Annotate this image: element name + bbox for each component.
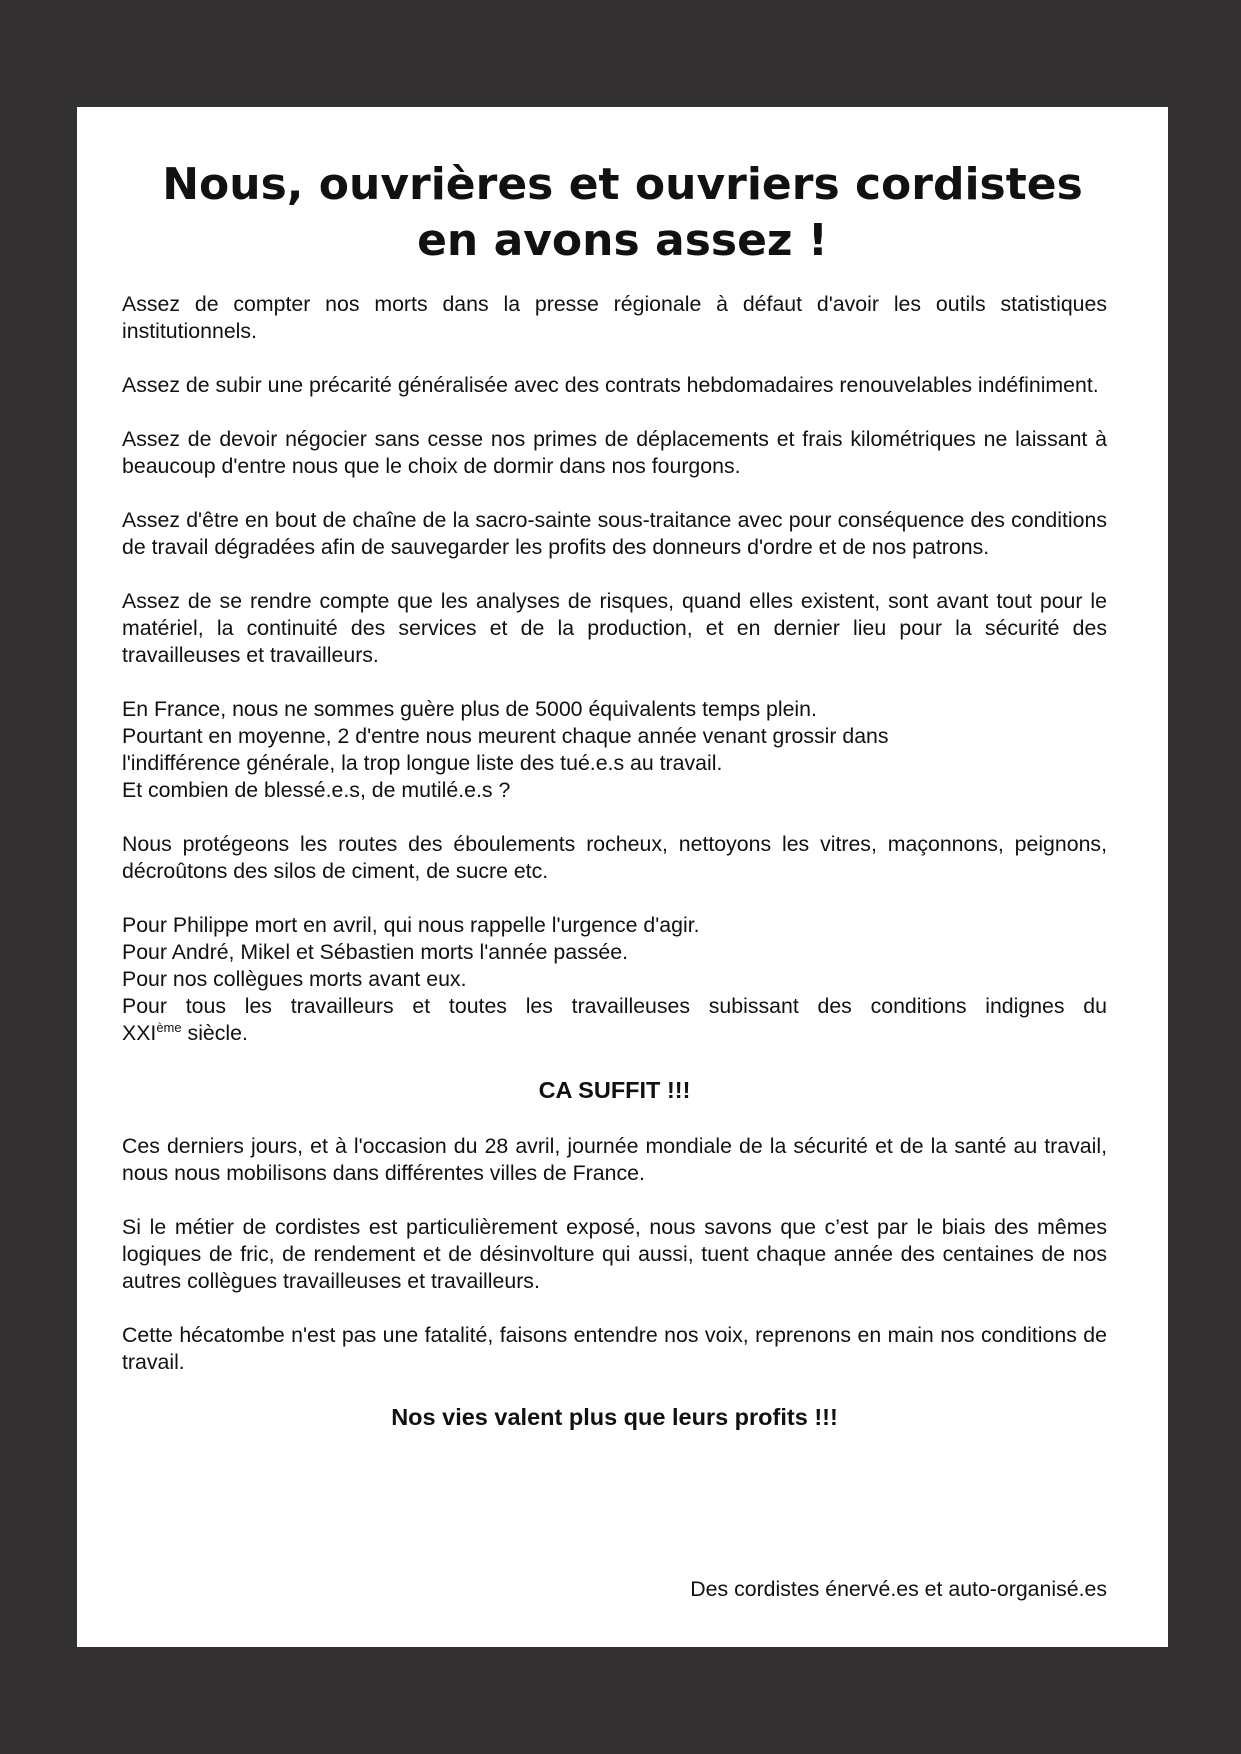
tribute-line: Pour tous les travailleurs et toutes les travailleuses subissant des conditions indignes du	[122, 994, 1107, 1018]
paragraph-tribute	[122, 912, 1107, 1047]
figures-line: Pourtant en moyenne, 2 d'entre nous meurent chaque année venant grossir dans	[122, 724, 889, 748]
title-line-1: Nous, ouvrières et ouvriers cordistes	[162, 159, 1083, 210]
figures-line: Et combien de blessé.e.s, de mutilé.e.s ?	[122, 778, 511, 802]
title-line-2: en avons assez !	[417, 215, 828, 266]
paragraph-mobilisation: Ces derniers jours, et à l'occasion du 28 avril, journée mondiale de la sécurité et de la santé au travail, nous nous mobilisons dans différentes villes de France.	[122, 1134, 1107, 1185]
paragraph-risk-analysis: Assez de se rendre compte que les analyses de risques, quand elles existent, sont avant tout pour le matériel, la continuité des services et de la production, et en dernier lieu pour la sécurité des travailleuses et travailleurs.	[122, 589, 1107, 667]
slogan-profits: Nos vies valent plus que leurs profits !!!	[391, 1404, 838, 1430]
century-superscript: ème	[156, 1020, 182, 1035]
paragraph-jobs: Nous protégeons les routes des éboulements rocheux, nettoyons les vitres, maçonnons, peignons, décroûtons des silos de ciment, de sucre etc.	[122, 832, 1107, 883]
paragraph-statistics: Assez de compter nos morts dans la presse régionale à défaut d'avoir les outils statistiques institutionnels.	[122, 292, 1107, 343]
document-page	[77, 107, 1168, 1647]
tribute-line: Pour Philippe mort en avril, qui nous rappelle l'urgence d'agir.	[122, 913, 700, 937]
figures-line: En France, nous ne sommes guère plus de 5000 équivalents temps plein.	[122, 697, 817, 721]
paragraph-figures	[122, 696, 1107, 804]
tribute-line-century	[122, 1020, 1107, 1047]
paragraph-expenses: Assez de devoir négocier sans cesse nos primes de déplacements et frais kilométriques ne laissant à beaucoup d'entre nous que le choix de dormir dans nos fourgons.	[122, 427, 1107, 478]
tribute-line: Pour André, Mikel et Sébastien morts l'année passée.	[122, 940, 629, 964]
document-title	[77, 157, 1168, 269]
paragraph-call-to-action: Cette hécatombe n'est pas une fatalité, faisons entendre nos voix, reprenons en main nos conditions de travail.	[122, 1323, 1107, 1374]
document-body	[122, 291, 1107, 1460]
paragraph-subcontracting: Assez d'être en bout de chaîne de la sacro-sainte sous-traitance avec pour conséquence des conditions de travail dégradées afin de sauvegarder les profits des donneurs d'ordre et de nos patrons.	[122, 508, 1107, 559]
century-numeral: XXI	[122, 1021, 157, 1045]
slogan-ca-suffit: CA SUFFIT !!!	[538, 1077, 691, 1103]
paragraph-precarity: Assez de subir une précarité généralisée avec des contrats hebdomadaires renouvelables indéfiniment.	[122, 373, 1099, 397]
tribute-line: Pour nos collègues morts avant eux.	[122, 967, 467, 991]
century-suffix: siècle.	[181, 1021, 248, 1045]
signature: Des cordistes énervé.es et auto-organisé.es	[690, 1577, 1107, 1601]
figures-line: l'indifférence générale, la trop longue liste des tué.e.s au travail.	[122, 751, 723, 775]
paragraph-exposure: Si le métier de cordistes est particulièrement exposé, nous savons que c’est par le biais des mêmes logiques de fric, de rendement et de désinvolture qui aussi, tuent chaque année des centaines de nos autres collègues travailleuses et travailleurs.	[122, 1215, 1107, 1293]
